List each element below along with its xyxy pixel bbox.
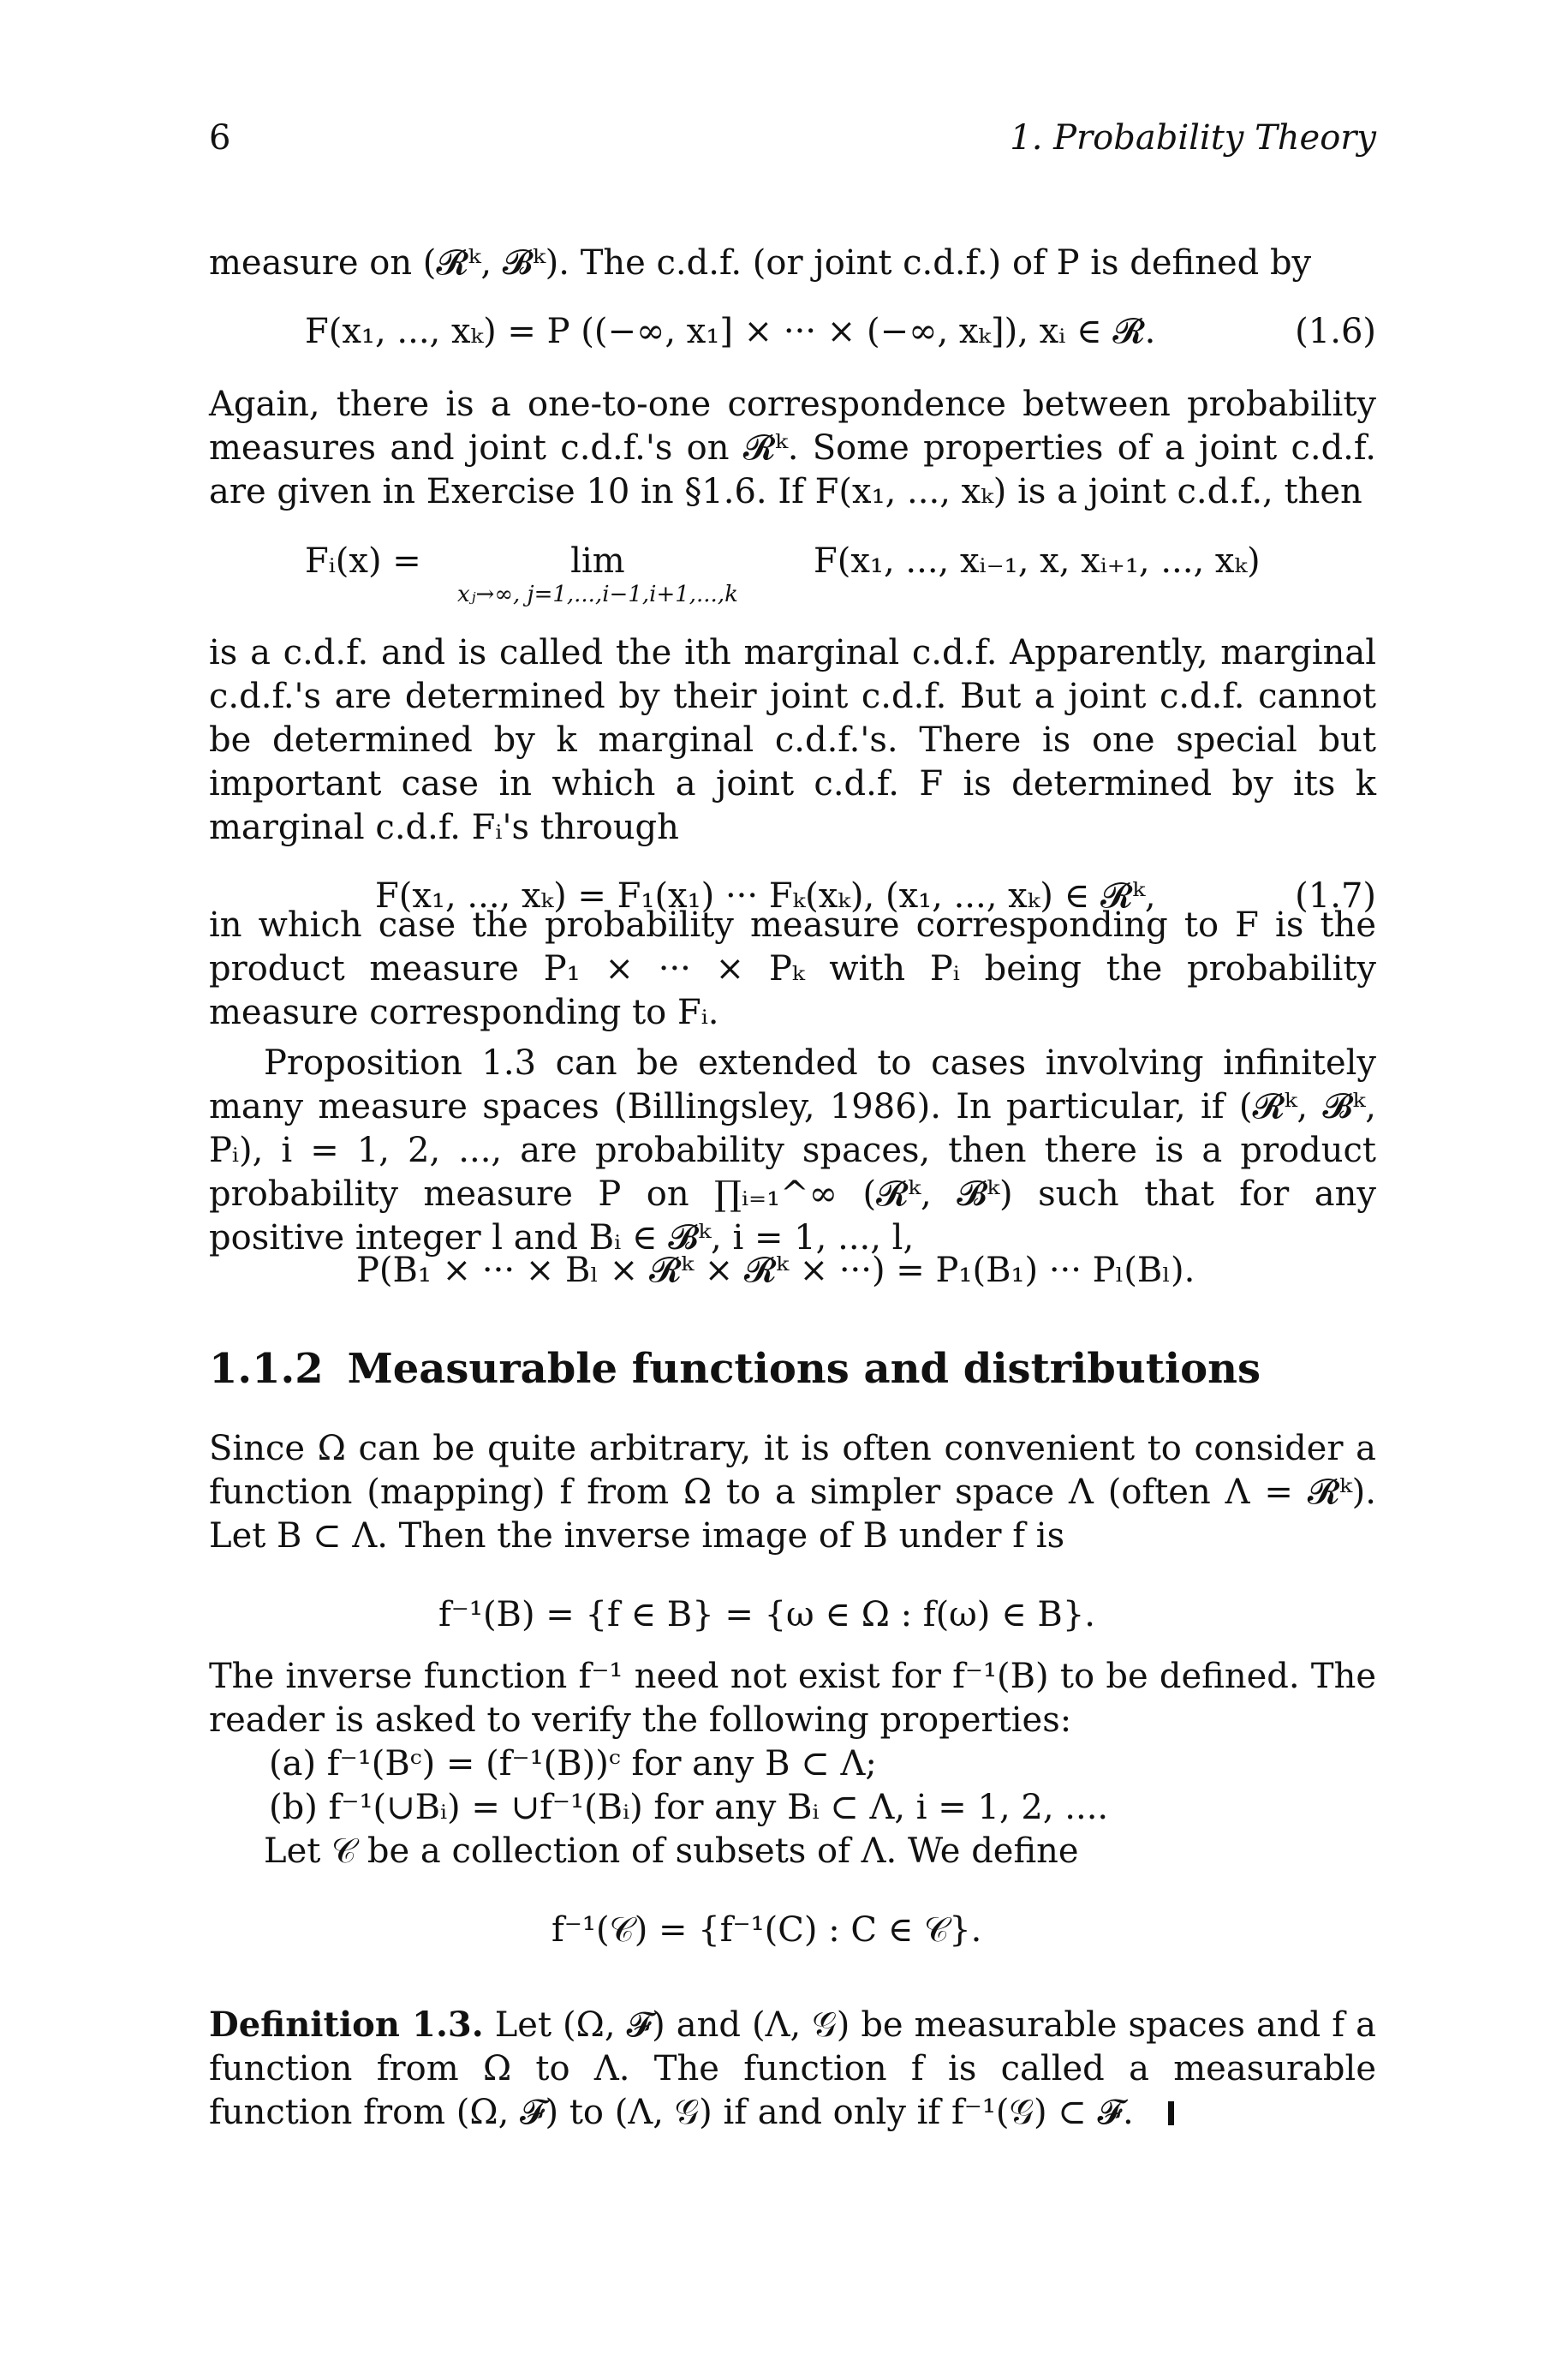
equation-product (209, 1249, 1376, 1293)
running-header: 1. Probability Theory (1010, 118, 1376, 158)
equation-product-body: P(B₁ × ··· × Bₗ × 𝓡ᵏ × 𝓡ᵏ × ···) = P₁(B₁) ··· Pₗ(Bₗ). (356, 1251, 1195, 1290)
paragraph-2 (209, 383, 1376, 514)
equation-1-6 (209, 310, 1376, 354)
list-item: (a) f⁻¹(Bᶜ) = (f⁻¹(B))ᶜ for any B ⊂ Λ; (269, 1744, 877, 1784)
marginal-rhs: F(x₁, ..., xᵢ₋₁, x, xᵢ₊₁, ..., xₖ) (814, 541, 1261, 581)
equation-inverse (209, 1593, 1376, 1637)
limit-subscript: xⱼ→∞, j=1,...,i−1,i+1,...,k (457, 582, 738, 607)
equation-collection (209, 1909, 1376, 1952)
equation-1-7-body: F(x₁, ..., xₖ) = F₁(x₁) ··· Fₖ(xₖ), (x₁, ..., xₖ) ∈ 𝓡ᵏ, (375, 876, 1156, 916)
paragraph-7 (209, 1655, 1376, 1873)
definition-block (209, 2003, 1376, 2135)
paragraph-5-text: Proposition 1.3 can be extended to cases involving infinitely many measure spaces (Billingsley, 1986). In particular, if (𝓡ᵏ, 𝓑ᵏ, Pᵢ), i = 1, 2, ..., are probability spaces, then there is a product probability measure P on ∏ᵢ₌₁^∞ (𝓡ᵏ, 𝓑ᵏ) such that for any positive integer l and Bᵢ ∈ 𝓑ᵏ, i = 1, ..., l, (209, 1043, 1376, 1258)
equation-collection-body: f⁻¹(𝒞) = {f⁻¹(C) : C ∈ 𝒞}. (551, 1910, 982, 1950)
paragraph-7-text: The inverse function f⁻¹ need not exist for f⁻¹(B) to be defined. The reader is asked to verify the following properties: (209, 1657, 1376, 1740)
paragraph-2-text: Again, there is a one-to-one correspondence between probability measures and joint c.d.f.'s on 𝓡ᵏ. Some properties of a joint c.d.f. are given in Exercise 10 in §1.6. If F(x₁, ..., xₖ) is a joint c.d.f., then (209, 385, 1376, 511)
paragraph-3 (209, 631, 1376, 850)
equation-marginal (209, 540, 1376, 608)
equation-1-7-number: (1.7) (1295, 876, 1376, 916)
paragraph-3-text: is a c.d.f. and is called the ith marginal c.d.f. Apparently, marginal c.d.f.'s are determined by their joint c.d.f. But a joint c.d.f. cannot be determined by k marginal c.d.f.'s. There is one special but important case in which a joint c.d.f. F is determined by its k marginal c.d.f. Fᵢ's through (209, 633, 1376, 847)
section-title: Measurable functions and distributions (347, 1345, 1261, 1393)
definition-body: Let (Ω, 𝓕) and (Λ, 𝒢) be measurable spaces and f a function from Ω to Λ. The function f is called a measurable function from (Ω, 𝓕) to (Λ, 𝒢) if and only if f⁻¹(𝒢) ⊂ 𝓕. (209, 2005, 1376, 2132)
paragraph-5 (209, 1042, 1376, 1260)
equation-inverse-body: f⁻¹(B) = {f ∈ B} = {ω ∈ Ω : f(ω) ∈ B}. (438, 1595, 1095, 1634)
section-number: 1.1.2 (209, 1345, 324, 1393)
paragraph-4-text: in which case the probability measure corresponding to F is the product measure P₁ × ··· × Pₖ with Pᵢ being the probability measure corresponding to Fᵢ. (209, 905, 1376, 1032)
definition-label: Definition 1.3. (209, 2005, 484, 2045)
section-heading (209, 1345, 1376, 1393)
paragraph-8-text: Let 𝒞 be a collection of subsets of Λ. We define (264, 1831, 1079, 1871)
paragraph-1 (209, 242, 1376, 285)
paragraph-4 (209, 904, 1376, 1035)
marginal-limit (457, 540, 738, 606)
paragraph-6-text: Since Ω can be quite arbitrary, it is often convenient to consider a function (mapping) f from Ω to a simpler space Λ (often Λ = 𝓡ᵏ). Let B ⊂ Λ. Then the inverse image of B under f is (209, 1429, 1376, 1556)
end-of-definition-mark (1168, 2101, 1174, 2125)
marginal-lhs: Fᵢ(x) = (305, 541, 421, 581)
list-item: (b) f⁻¹(∪Bᵢ) = ∪f⁻¹(Bᵢ) for any Bᵢ ⊂ Λ, i = 1, 2, .... (269, 1788, 1109, 1827)
definition-text (209, 2003, 1376, 2135)
paragraph-6 (209, 1427, 1376, 1558)
equation-1-6-body: F(x₁, ..., xₖ) = P ((−∞, x₁] × ··· × (−∞, xₖ]), xᵢ ∈ 𝓡. (305, 312, 1156, 351)
properties-list (209, 1742, 1376, 1830)
limit-operator (457, 540, 738, 606)
equation-1-6-number: (1.6) (1295, 312, 1376, 351)
page-number: 6 (209, 118, 231, 158)
paragraph-1-text: measure on (𝓡ᵏ, 𝓑ᵏ). The c.d.f. (or joint c.d.f.) of P is defined by (209, 243, 1312, 283)
limit-word: lim (570, 541, 625, 581)
